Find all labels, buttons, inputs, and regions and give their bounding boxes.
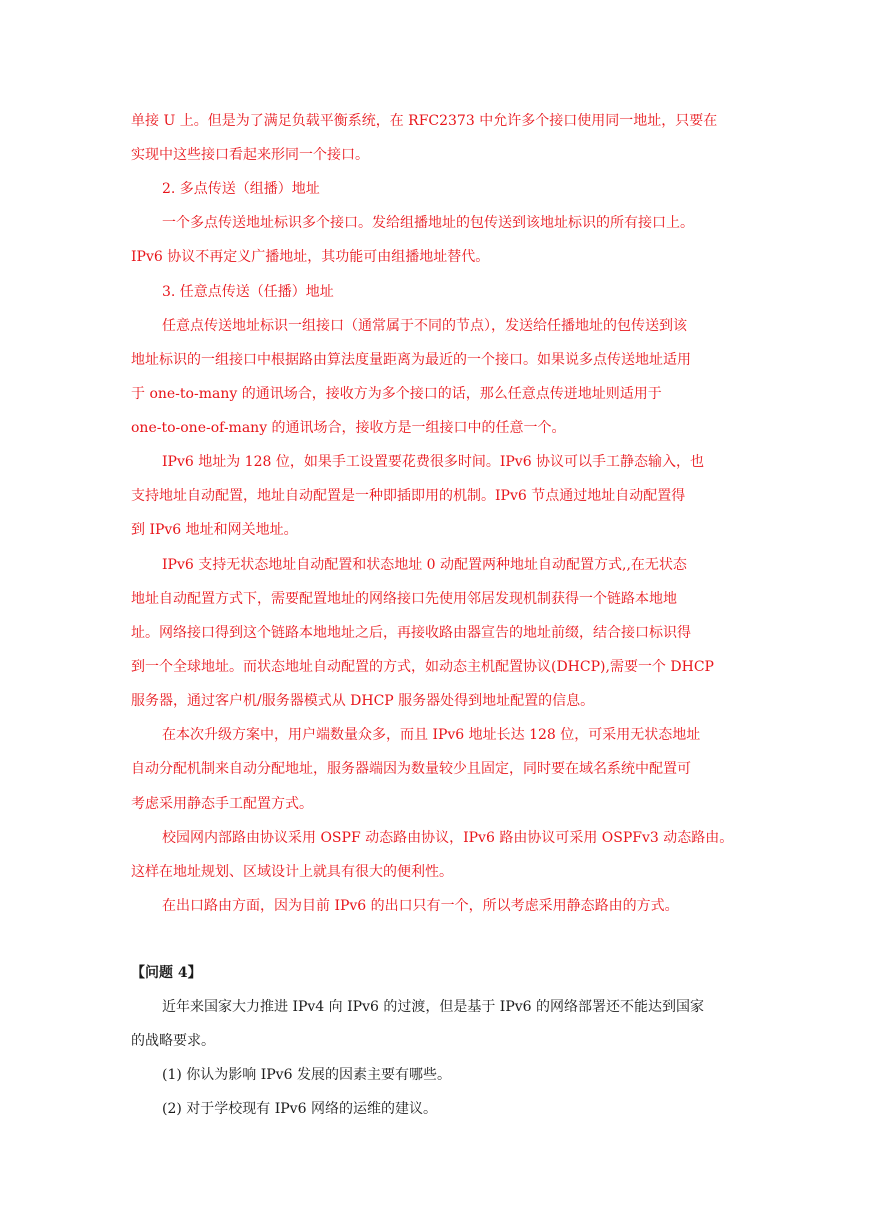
paragraph-line: 这样在地址规划、区域设计上就具有很大的便利性。 — [131, 864, 453, 880]
paragraph-line: 在本次升级方案中，用户端数量众多，而且 IPv6 地址长达 128 位，可采用无状态地址 — [162, 727, 701, 743]
paragraph-line: 在出口路由方面，因为目前 IPv6 的出口只有一个，所以考虑采用静态路由的方式。 — [162, 898, 679, 914]
paragraph-line: 任意点传送地址标识一组接口（通常属于不同的节点），发送给任播地址的包传送到该 — [162, 318, 687, 334]
paragraph-line: 考虑采用静态手工配置方式。 — [131, 796, 313, 812]
paragraph-line: 服务器，通过客户机/服务器模式从 DHCP 服务器处得到地址配置的信息。 — [131, 693, 595, 709]
paragraph-line: IPv6 地址为 128 位，如果手工设置要花费很多时间。IPv6 协议可以手工静态输入，也 — [162, 454, 705, 470]
paragraph-line: 实现中这些接口看起来形同一个接口。 — [131, 147, 369, 163]
paragraph-line: 址。网络接口得到这个链路本地地址之后，再接收路由器宣告的地址前缀，结合接口标识得 — [131, 625, 691, 641]
paragraph-line: 于 one-to-many 的通讯场合，接收方为多个接口的话，那么任意点传迸地址则适用于 — [131, 386, 662, 402]
paragraph-line: 地址自动配置方式下，需要配置地址的网络接口先使用邻居发现机制获得一个链路本地地 — [131, 591, 677, 607]
paragraph-line: 校园网内部路由协议采用 OSPF 动态路由协议，IPv6 路由协议可采用 OSPFv3 动态路由。 — [162, 830, 734, 846]
paragraph-line: 到一个全球地址。而状态地址自动配置的方式，如动态主机配置协议(DHCP),需要一个 DHCP — [131, 659, 714, 675]
question-item: (1) 你认为影响 IPv6 发展的因素主要有哪些。 — [162, 1067, 451, 1083]
question-line: 近年来国家大力推进 IPv4 向 IPv6 的过渡，但是基于 IPv6 的网络部署还不能达到国家 — [162, 999, 704, 1015]
paragraph-line: one-to-one-of-many 的通讯场合，接收方是一组接口中的任意一个。 — [131, 420, 566, 436]
question-line: 的战略要求。 — [131, 1033, 215, 1049]
paragraph-line: 单接 U 上。但是为了满足负载平衡系统，在 RFC2373 中允许多个接口使用同一地址，只要在 — [131, 113, 718, 129]
paragraph-line: 到 IPv6 地址和网关地址。 — [131, 522, 298, 538]
paragraph-line: IPv6 协议不再定义广播地址，其功能可由组播地址替代。 — [131, 249, 490, 265]
paragraph-line: 自动分配机制来自动分配地址，服务器端因为数量较少且固定，同时要在域名系统中配置可 — [131, 761, 691, 777]
section-heading: 3. 任意点传送（任播）地址 — [162, 284, 334, 300]
paragraph-line: 支持地址自动配置，地址自动配置是一种即插即用的机制。IPv6 节点通过地址自动配置得 — [131, 488, 686, 504]
paragraph-line: IPv6 支持无状态地址自动配置和状态地址 0 动配置两种地址自动配置方式,,在无状态 — [162, 557, 687, 573]
paragraph-line: 地址标识的一组接口中根据路由算法度量距离为最近的一个接口。如果说多点传送地址适用 — [131, 352, 691, 368]
section-heading: 2. 多点传送（组播）地址 — [162, 181, 320, 197]
question-heading: 【问题 4】 — [131, 965, 202, 981]
paragraph-line: 一个多点传送地址标识多个接口。发给组播地址的包传送到该地址标识的所有接口上。 — [162, 215, 694, 231]
question-item: (2) 对于学校现有 IPv6 网络的运维的建议。 — [162, 1101, 437, 1117]
